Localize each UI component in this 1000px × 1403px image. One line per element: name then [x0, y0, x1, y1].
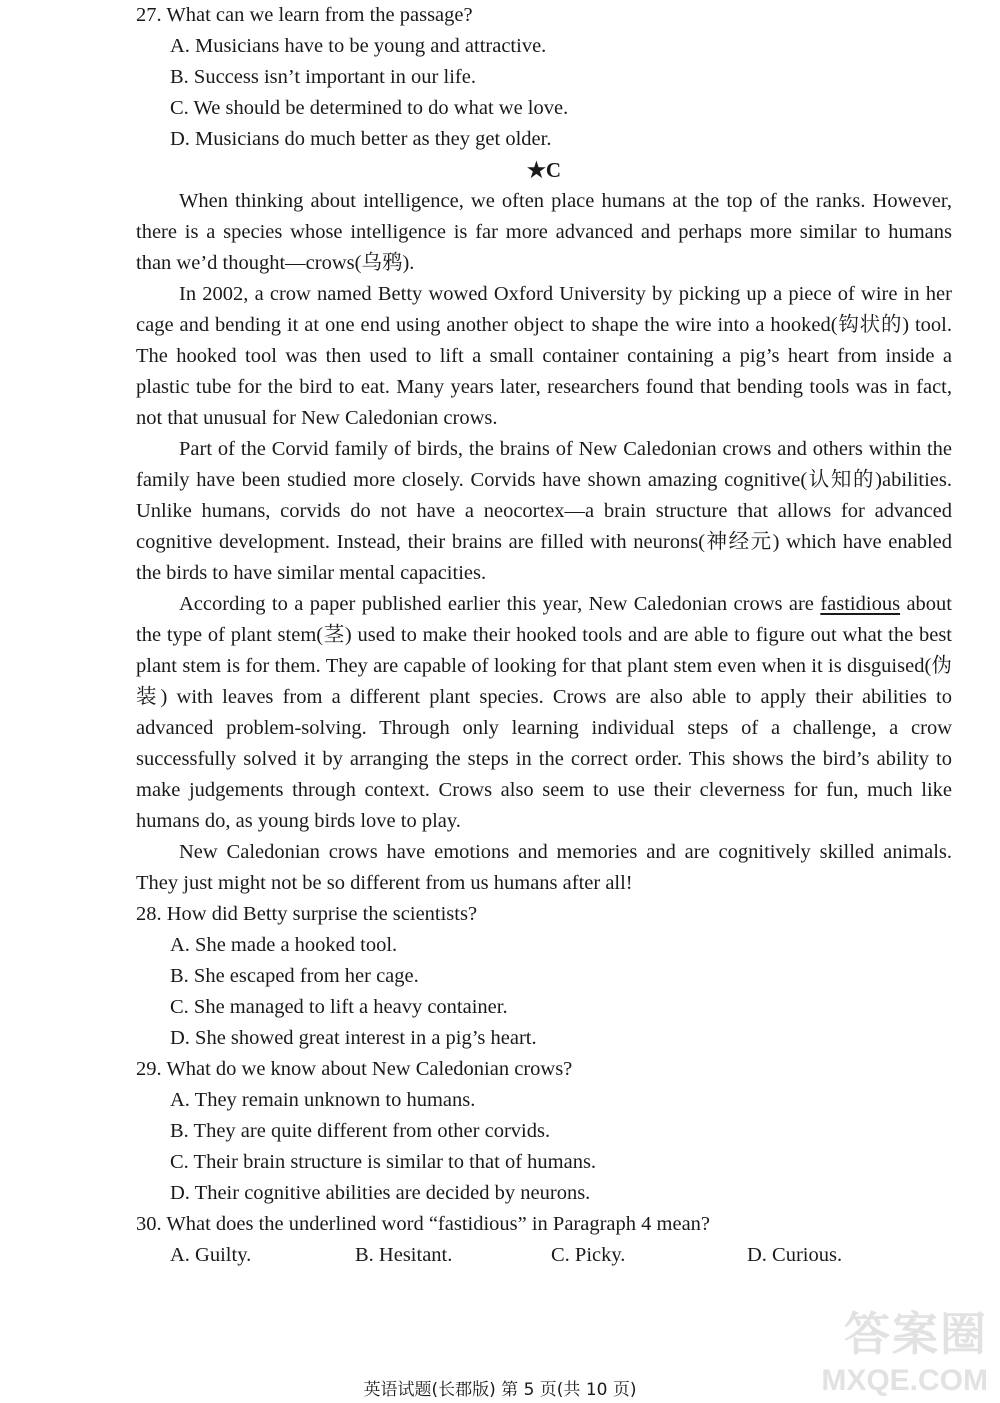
question-29-option-a: A. They remain unknown to humans. [170, 1089, 476, 1111]
question-29-option-c: C. Their brain structure is similar to that of humans. [170, 1151, 597, 1173]
passage-paragraph-5-text: New Caledonian crows have emotions and memories and are cognitively skilled animals. They just might not be so different from us humans after all! [136, 841, 952, 894]
question-27-option-d: D. Musicians do much better as they get older. [170, 128, 552, 150]
watermark-url: MXQE.COM [821, 1364, 988, 1397]
passage-paragraph-2 [136, 279, 952, 434]
question-30-options [136, 1240, 952, 1271]
question-29 [136, 1054, 952, 1209]
question-30-option-d: D. Curious. [747, 1244, 843, 1266]
question-27 [136, 0, 952, 155]
question-29-option-b: B. They are quite different from other corvids. [170, 1120, 551, 1142]
watermark-logo-text: 答案圈 [844, 1308, 988, 1360]
question-27-option-b: B. Success isn’t important in our life. [170, 66, 476, 88]
passage-paragraph-3 [136, 434, 952, 589]
question-27-option-c: C. We should be determined to do what we love. [170, 97, 569, 119]
question-28-option-b: B. She escaped from her cage. [170, 965, 419, 987]
question-28-option-d: D. She showed great interest in a pig’s heart. [170, 1027, 537, 1049]
passage-paragraph-1 [136, 186, 952, 279]
question-28-option-a: A. She made a hooked tool. [170, 934, 398, 956]
question-29-option-d: D. Their cognitive abilities are decided by neurons. [170, 1182, 591, 1204]
question-27-option-a: A. Musicians have to be young and attractive. [170, 35, 547, 57]
question-30-stem: 30. What does the underlined word “fastidious” in Paragraph 4 mean? [136, 1213, 711, 1235]
question-30 [136, 1209, 952, 1271]
passage-paragraph-5 [136, 837, 952, 899]
passage-paragraph-3-text: Part of the Corvid family of birds, the brains of New Caledonian crows and others within the family have been studied more closely. Corvids have shown amazing cognitive(认知的)abilities. Unlike humans, corvids do not have a neocortex—a brain structure that allows for advanced cognitive development. Instead, their brains are filled with neurons(神经元) which have enabled the birds to have similar mental capacities. [136, 438, 952, 584]
passage-paragraph-4-lead: According to a paper published earlier this year, New Caledonian crows are [179, 593, 821, 615]
passage-paragraph-2-text: In 2002, a crow named Betty wowed Oxford University by picking up a piece of wire in her cage and bending it at one end using another object to shape the wire into a hooked(钩状的) tool. The hooked tool was then used to lift a small container containing a pig’s heart from inside a plastic tube for the bird to eat. Many years later, researchers found that bending tools was in fact, not that unusual for New Caledonian crows. [136, 283, 952, 429]
exam-page [136, 0, 952, 1271]
underlined-word-fastidious: fastidious [820, 593, 901, 615]
question-28-stem: 28. How did Betty surprise the scientists? [136, 903, 478, 925]
passage-paragraph-1-text: When thinking about intelligence, we often place humans at the top of the ranks. However, there is a species whose intelligence is far more advanced and perhaps more similar to humans than we’d thought—crows(乌鸦). [136, 190, 952, 274]
question-28-option-c: C. She managed to lift a heavy container. [170, 996, 508, 1018]
question-30-option-c: C. Picky. [551, 1244, 626, 1266]
page-footer: 英语试题(长郡版) 第 5 页(共 10 页) [363, 1380, 637, 1400]
question-28 [136, 899, 952, 1054]
section-title: ★C [527, 158, 561, 182]
passage-paragraph-4-rest: about the type of plant stem(茎) used to make their hooked tools and are able to figure out what the best plant stem is for them. They are capable of looking for that plant stem even when it is disguised(伪装) with leaves from a different plant species. Crows are also able to apply their abilities to advanced problem-solving. Through only learning individual steps of a challenge, a crow successfully solved it by arranging the steps in the correct order. This shows the bird’s ability to make judgements through context. Crows also seem to use their cleverness for fun, much like humans do, as young birds love to play. [136, 593, 953, 832]
question-30-option-b: B. Hesitant. [355, 1244, 453, 1266]
question-29-stem: 29. What do we know about New Caledonian crows? [136, 1058, 573, 1080]
reading-passage-c [136, 186, 952, 899]
passage-paragraph-4 [136, 589, 952, 837]
question-27-stem: 27. What can we learn from the passage? [136, 4, 473, 26]
question-30-option-a: A. Guilty. [170, 1244, 252, 1266]
